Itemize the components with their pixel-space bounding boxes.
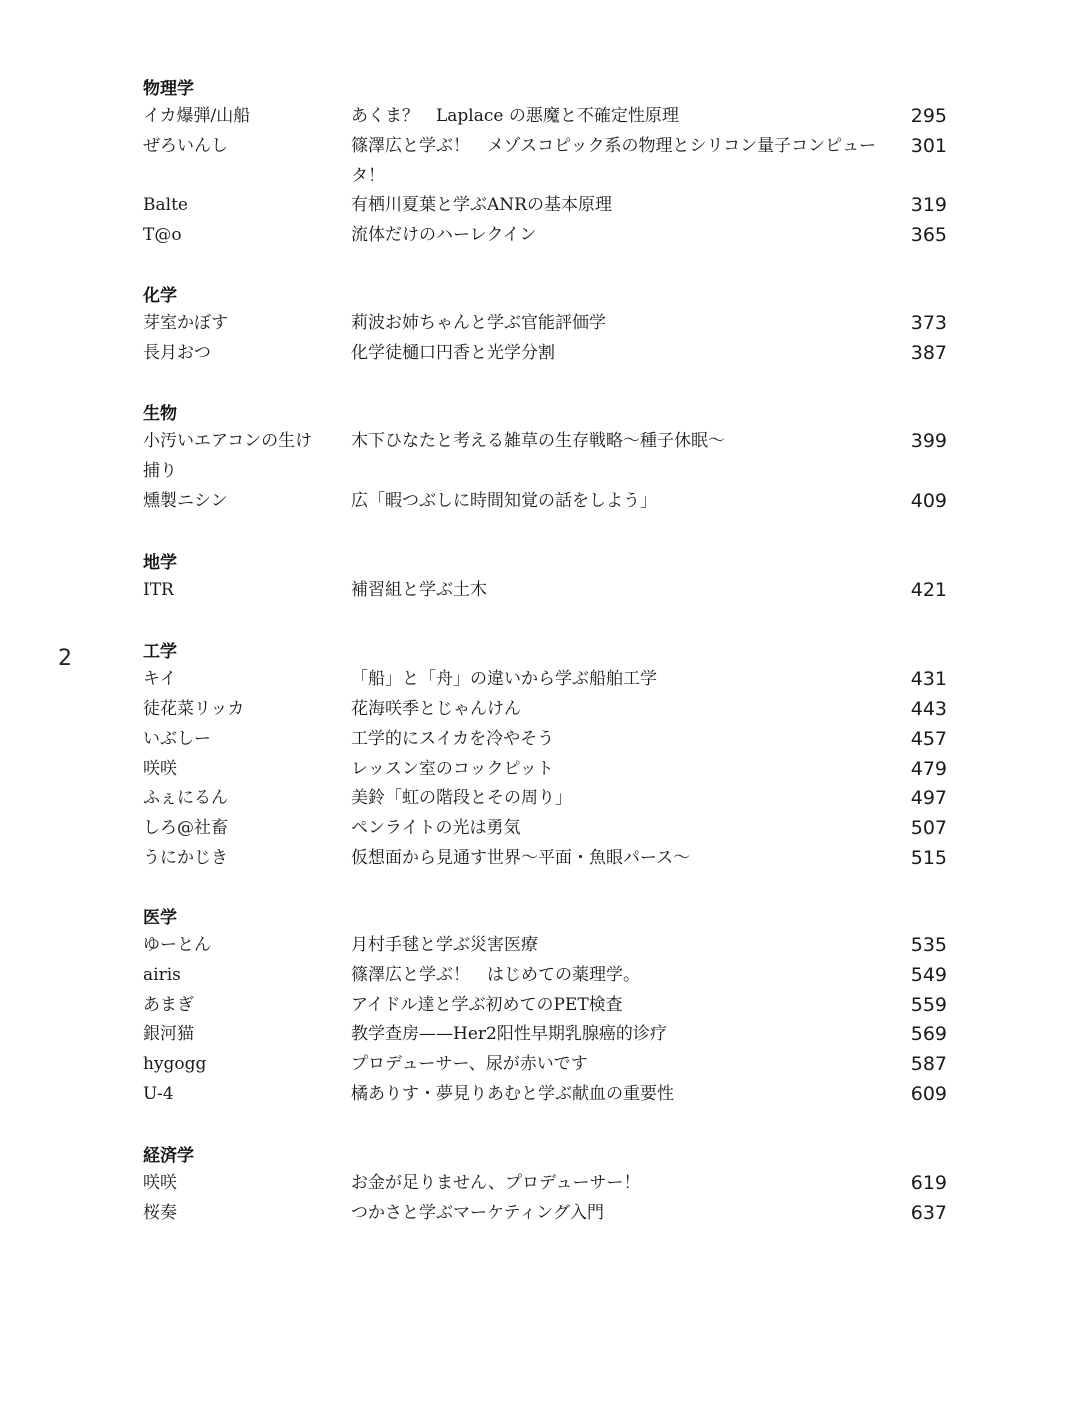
entry-title: 橘ありす・夢見りあむと学ぶ献血の重要性 bbox=[351, 1084, 674, 1104]
entry-author: 徒花菜リッカ bbox=[143, 699, 245, 719]
entry-title: 木下ひなたと考える雑草の生存戦略～種子休眠～ bbox=[351, 431, 725, 451]
entry-title: レッスン室のコックピット bbox=[351, 759, 554, 779]
entry-author: しろ@社畜 bbox=[143, 818, 228, 838]
entry-author: ふぇにるん bbox=[143, 788, 228, 808]
entry-title: つかさと学ぶマーケティング入門 bbox=[351, 1203, 604, 1223]
toc-entry bbox=[0, 755, 1080, 785]
entry-author: U-4 bbox=[143, 1084, 174, 1104]
entry-title: 広「暇つぶしに時間知覚の話をしよう」 bbox=[351, 491, 657, 511]
entry-author: あまぎ bbox=[143, 995, 194, 1015]
toc-entry bbox=[0, 1080, 1080, 1110]
entry-title: お金が足りません、プロデューサー！ bbox=[351, 1173, 641, 1193]
entry-title: 月村手毬と学ぶ災害医療 bbox=[351, 935, 538, 955]
toc-entry bbox=[0, 1050, 1080, 1080]
entry-page-number: 365 bbox=[910, 224, 947, 246]
entry-title: 補習組と学ぶ土木 bbox=[351, 580, 487, 600]
entry-title: 教学查房——Her2阳性早期乳腺癌的诊疗 bbox=[351, 1024, 667, 1044]
entry-title: 莉波お姉ちゃんと学ぶ官能評価学 bbox=[351, 313, 606, 333]
section-heading: 化学 bbox=[143, 286, 177, 306]
entry-author: イカ爆弾/山船 bbox=[143, 106, 251, 126]
entry-author: 咲咲 bbox=[143, 759, 177, 779]
toc-entry bbox=[0, 102, 1080, 132]
section-heading: 工学 bbox=[143, 642, 177, 662]
entry-title: 化学徒樋口円香と光学分割 bbox=[351, 343, 555, 363]
entry-title: 「船」と「舟」の違いから学ぶ船舶工学 bbox=[351, 669, 657, 689]
entry-title: 仮想面から見通す世界～平面・魚眼パース～ bbox=[351, 848, 691, 868]
entry-page-number: 295 bbox=[910, 105, 947, 127]
entry-author: hygogg bbox=[143, 1054, 207, 1074]
toc-entry bbox=[0, 961, 1080, 991]
entry-page-number: 431 bbox=[910, 668, 947, 690]
entry-page-number: 373 bbox=[910, 312, 947, 334]
toc-entry bbox=[0, 665, 1080, 695]
entry-title: 流体だけのハーレクイン bbox=[351, 225, 537, 245]
entry-page-number: 319 bbox=[910, 194, 947, 216]
entry-page-number: 559 bbox=[910, 994, 947, 1016]
toc-entry bbox=[0, 695, 1080, 725]
section-heading: 生物 bbox=[143, 404, 177, 424]
entry-page-number: 479 bbox=[910, 758, 947, 780]
toc-entry bbox=[0, 1169, 1080, 1199]
toc-entry bbox=[0, 576, 1080, 606]
entry-author: airis bbox=[143, 965, 181, 985]
toc-entry bbox=[0, 1020, 1080, 1050]
entry-page-number: 515 bbox=[910, 847, 947, 869]
entry-page-number: 421 bbox=[910, 579, 947, 601]
toc-entry bbox=[0, 339, 1080, 369]
entry-author: 銀河猫 bbox=[143, 1024, 194, 1044]
entry-author: ITR bbox=[143, 580, 174, 600]
section-heading: 経済学 bbox=[143, 1146, 194, 1166]
entry-page-number: 507 bbox=[910, 817, 947, 839]
entry-author: 桜奏 bbox=[143, 1203, 177, 1223]
entry-author: 燻製ニシン bbox=[143, 491, 228, 511]
entry-author: 長月おつ bbox=[143, 343, 211, 363]
entry-page-number: 569 bbox=[910, 1023, 947, 1045]
entry-author: 小汚いエアコンの生け捕り bbox=[143, 431, 313, 481]
toc-entry bbox=[0, 931, 1080, 961]
entry-title: 工学的にスイカを冷やそう bbox=[351, 729, 555, 749]
toc-entry bbox=[0, 814, 1080, 844]
section-heading: 地学 bbox=[143, 553, 177, 573]
entry-title: 篠澤広と学ぶ！ はじめての薬理学。 bbox=[351, 965, 640, 985]
entry-author: T@o bbox=[143, 225, 182, 245]
entry-title: 篠澤広と学ぶ！ メゾスコピック系の物理とシリコン量子コンピュータ！ bbox=[351, 136, 877, 186]
entry-title: 有栖川夏葉と学ぶANRの基本原理 bbox=[351, 195, 612, 215]
entry-page-number: 619 bbox=[910, 1172, 947, 1194]
toc-entry bbox=[0, 487, 1080, 517]
toc-entry bbox=[0, 191, 1080, 221]
section-heading: 物理学 bbox=[143, 79, 194, 99]
entry-author: Balte bbox=[143, 195, 188, 215]
toc-entry bbox=[0, 844, 1080, 874]
toc-entry bbox=[0, 309, 1080, 339]
entry-page-number: 301 bbox=[910, 135, 947, 157]
entry-author: キイ bbox=[143, 669, 177, 689]
entry-page-number: 587 bbox=[910, 1053, 947, 1075]
toc-entry bbox=[0, 427, 1080, 487]
entry-title: アイドル達と学ぶ初めてのPET検査 bbox=[351, 995, 623, 1015]
entry-page-number: 443 bbox=[910, 698, 947, 720]
entry-title: ペンライトの光は勇気 bbox=[351, 818, 521, 838]
toc-entry bbox=[0, 991, 1080, 1021]
entry-title: あくま？ Laplace の悪魔と不確定性原理 bbox=[351, 106, 679, 126]
entry-title: 花海咲季とじゃんけん bbox=[351, 699, 521, 719]
entry-title: 美鈴「虹の階段とその周り」 bbox=[351, 788, 572, 808]
toc-entry bbox=[0, 1199, 1080, 1229]
entry-author: 芽室かぼす bbox=[143, 313, 228, 333]
entry-page-number: 549 bbox=[910, 964, 947, 986]
entry-title: プロデューサー、尿が赤いです bbox=[351, 1054, 588, 1074]
toc-entry bbox=[0, 784, 1080, 814]
toc-entry bbox=[0, 221, 1080, 251]
entry-page-number: 637 bbox=[910, 1202, 947, 1224]
toc-entry bbox=[0, 132, 1080, 192]
entry-page-number: 497 bbox=[910, 787, 947, 809]
entry-page-number: 399 bbox=[910, 430, 947, 452]
entry-page-number: 387 bbox=[910, 342, 947, 364]
entry-page-number: 457 bbox=[910, 728, 947, 750]
entry-author: いぶしー bbox=[143, 729, 211, 749]
entry-author: ゆーとん bbox=[143, 935, 211, 955]
entry-page-number: 535 bbox=[910, 934, 947, 956]
section-heading: 医学 bbox=[143, 908, 177, 928]
page-number: 2 bbox=[58, 646, 72, 671]
entry-author: ぜろいんし bbox=[143, 136, 228, 156]
entry-page-number: 409 bbox=[910, 490, 947, 512]
entry-author: うにかじき bbox=[143, 848, 228, 868]
toc-entry bbox=[0, 725, 1080, 755]
entry-author: 咲咲 bbox=[143, 1173, 177, 1193]
entry-page-number: 609 bbox=[910, 1083, 947, 1105]
